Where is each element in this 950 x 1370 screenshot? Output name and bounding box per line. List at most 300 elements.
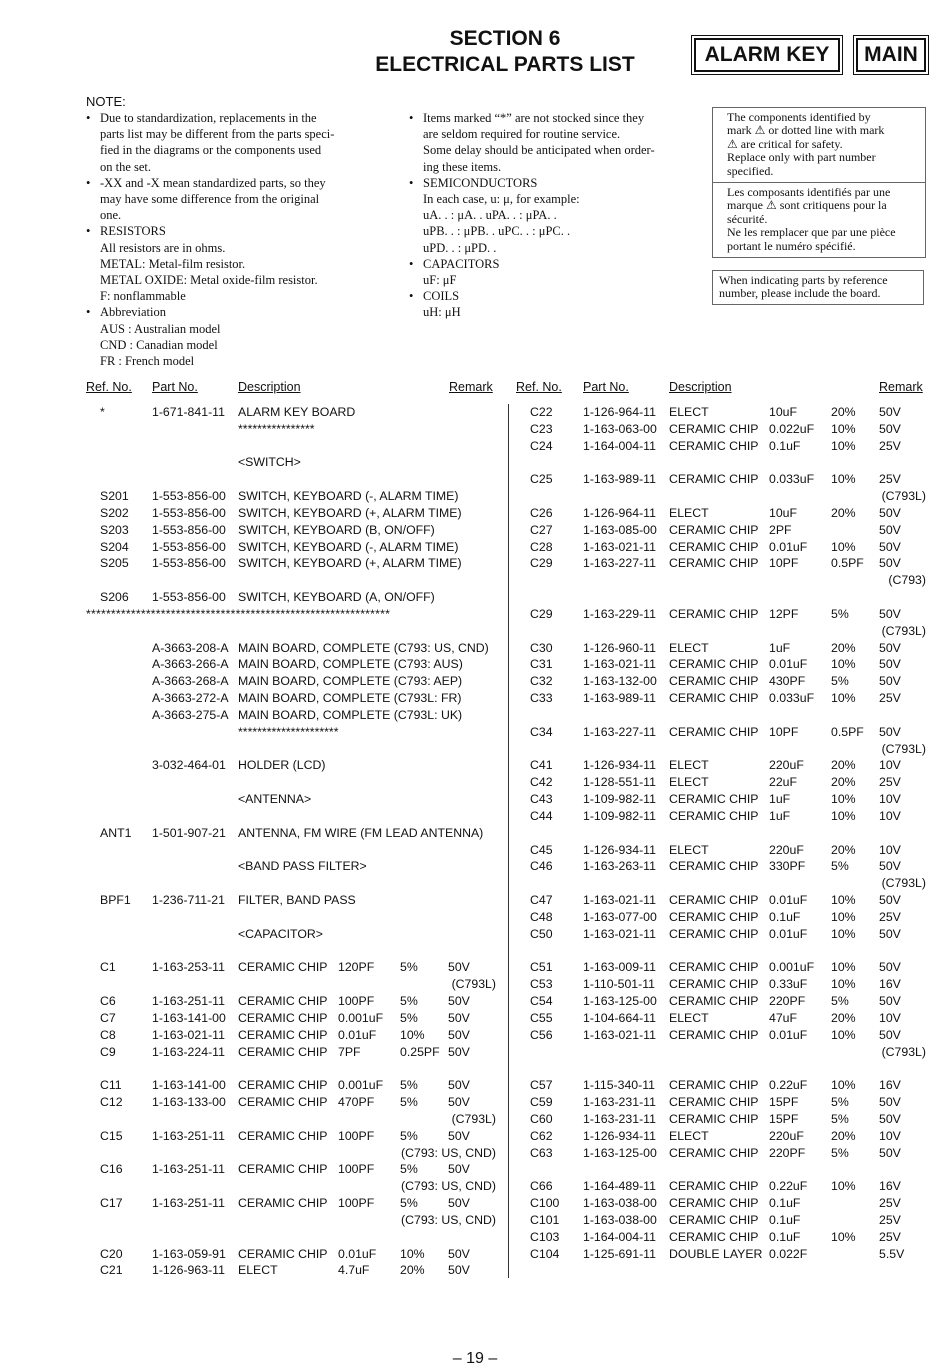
description: CERAMIC CHIP <box>669 724 759 739</box>
description: ANTENNA, FM WIRE (FM LEAD ANTENNA) <box>238 825 484 840</box>
voltage: 50V <box>448 1128 470 1143</box>
voltage: 50V <box>448 994 470 1009</box>
tolerance: 10% <box>831 1027 856 1042</box>
description: CERAMIC CHIP <box>669 606 759 621</box>
description: SWITCH, KEYBOARD (-, ALARM TIME) <box>238 489 459 504</box>
safety-line: marque ⚠ sont critiquens pour la <box>727 198 887 213</box>
description: CERAMIC CHIP <box>238 1196 328 1210</box>
value: 100PF <box>338 1162 375 1177</box>
value: 10uF <box>769 505 798 520</box>
tolerance: 10% <box>831 438 856 453</box>
ref-no: C12 <box>100 1095 123 1110</box>
part-no: 1-163-989-11 <box>583 472 656 487</box>
note-line: FR : French model <box>100 354 195 369</box>
safety-line: Replace only with part number <box>727 150 876 165</box>
value: 0.022uF <box>769 421 815 436</box>
description: CERAMIC CHIP <box>238 1044 328 1059</box>
tolerance: 5% <box>831 859 849 874</box>
part-no: 1-126-934-11 <box>583 758 656 773</box>
safety-notice-box <box>712 107 926 258</box>
part-no: 1-553-856-00 <box>152 556 226 571</box>
description: CERAMIC CHIP <box>669 994 759 1009</box>
value: 12PF <box>769 606 799 621</box>
part-no: A-3663-266-A <box>152 657 229 672</box>
description: <CAPACITOR> <box>238 926 323 941</box>
part-no: 1-163-125-00 <box>583 1145 657 1160</box>
value: 100PF <box>338 1128 375 1143</box>
value: 0.01uF <box>769 539 808 554</box>
tolerance: 5% <box>400 1095 418 1110</box>
description: CERAMIC CHIP <box>669 1212 759 1227</box>
part-no: 1-163-038-00 <box>583 1196 657 1210</box>
voltage: 10V <box>879 792 901 807</box>
description: CERAMIC CHIP <box>669 1179 759 1194</box>
voltage: 25V <box>879 909 901 924</box>
voltage: 50V <box>448 1162 470 1177</box>
ref-no: C1 <box>100 960 116 975</box>
part-no: A-3663-208-A <box>152 640 229 655</box>
value: 4.7uF <box>338 1263 370 1278</box>
tolerance: 10% <box>831 472 856 487</box>
part-no: 1-126-960-11 <box>583 640 656 655</box>
part-no: 1-163-251-11 <box>152 994 225 1009</box>
note-line: METAL OXIDE: Metal oxide-film resistor. <box>100 273 318 288</box>
note-bullet: • RESISTORS <box>86 223 386 239</box>
part-no: 1-163-021-11 <box>583 893 656 908</box>
note-line: uA. . : μA. . uPA. . : μPA. . <box>423 208 557 223</box>
voltage: 50V <box>879 960 901 975</box>
description: ELECT <box>669 1010 709 1025</box>
part-no: 3-032-464-01 <box>152 758 226 773</box>
voltage: 50V <box>448 1246 470 1261</box>
value: 0.1uF <box>769 909 801 924</box>
description: HOLDER (LCD) <box>238 758 326 773</box>
value: 120PF <box>338 960 375 975</box>
parts-row <box>0 1212 950 1229</box>
part-no: 1-163-077-00 <box>583 909 657 924</box>
value: 470PF <box>338 1095 375 1110</box>
ref-no: C22 <box>530 405 553 419</box>
part-no: 1-164-004-11 <box>583 1229 656 1244</box>
part-no: 1-163-989-11 <box>583 691 656 706</box>
description: MAIN BOARD, COMPLETE (C793: AEP) <box>238 674 463 689</box>
description: CERAMIC CHIP <box>238 1162 328 1177</box>
value: 220PF <box>769 1145 806 1160</box>
ref-no: C25 <box>530 472 553 487</box>
voltage: 16V <box>879 1179 901 1194</box>
value: 0.22uF <box>769 1179 808 1194</box>
header-part-right: Part No. <box>583 380 629 394</box>
value: 15PF <box>769 1095 799 1110</box>
description: CERAMIC CHIP <box>669 960 759 975</box>
ref-no: C15 <box>100 1128 123 1143</box>
tolerance: 10% <box>831 657 856 672</box>
tolerance: 20% <box>831 1128 856 1143</box>
description: CERAMIC CHIP <box>669 1196 759 1210</box>
description: CERAMIC CHIP <box>238 960 328 975</box>
description: <BAND PASS FILTER> <box>238 859 367 874</box>
voltage: 25V <box>879 775 901 790</box>
ref-no: C7 <box>100 1010 116 1025</box>
part-no: 1-163-251-11 <box>152 1128 225 1143</box>
note-line: METAL: Metal-film resistor. <box>100 256 246 271</box>
voltage: 16V <box>879 977 901 992</box>
tolerance: 10% <box>831 539 856 554</box>
part-no: 1-110-501-11 <box>583 977 656 992</box>
value: 22uF <box>769 775 798 790</box>
tolerance: 10% <box>831 909 856 924</box>
parts-row <box>0 623 950 640</box>
value: 100PF <box>338 1196 375 1210</box>
description: CERAMIC CHIP <box>669 1095 759 1110</box>
part-no: 1-553-856-00 <box>152 505 226 520</box>
parts-row <box>0 1111 950 1128</box>
tolerance: 5% <box>400 1196 418 1210</box>
ref-no: C62 <box>530 1128 553 1143</box>
part-no: 1-163-063-00 <box>583 421 657 436</box>
tolerance: 5% <box>400 994 418 1009</box>
part-no: 1-163-141-00 <box>152 1078 226 1093</box>
description: DOUBLE LAYER <box>669 1246 763 1261</box>
header-remark-right: Remark <box>879 380 923 394</box>
part-no: 1-163-133-00 <box>152 1095 226 1110</box>
part-no: 1-163-231-11 <box>583 1111 656 1126</box>
voltage: 50V <box>448 1010 470 1025</box>
note-line: uF: μF <box>423 273 457 288</box>
voltage: 50V <box>879 859 901 874</box>
voltage: 10V <box>879 758 901 773</box>
description: CERAMIC CHIP <box>669 1229 759 1244</box>
part-no: 1-553-856-00 <box>152 539 226 554</box>
description: ELECT <box>669 640 709 655</box>
tolerance: 10% <box>831 893 856 908</box>
description: CERAMIC CHIP <box>669 1145 759 1160</box>
tolerance: 5% <box>831 1145 849 1160</box>
ref-no: C29 <box>530 606 553 621</box>
voltage: 50V <box>879 893 901 908</box>
voltage: 10V <box>879 1128 901 1143</box>
value: 330PF <box>769 859 806 874</box>
description: CERAMIC CHIP <box>669 674 759 689</box>
note-line: are seldom required for routine service. <box>423 127 621 142</box>
description: <ANTENNA> <box>238 792 312 807</box>
part-no: 1-553-856-00 <box>152 522 226 537</box>
header-remark-left: Remark <box>449 380 493 394</box>
remark: (C793L) <box>451 1111 496 1126</box>
ref-no: C34 <box>530 724 553 739</box>
note-line: uH: μH <box>423 305 461 320</box>
part-no: 1-115-340-11 <box>583 1078 656 1093</box>
parts-row <box>0 488 950 505</box>
part-no: A-3663-275-A <box>152 707 229 722</box>
tolerance: 5% <box>400 1162 418 1177</box>
voltage: 25V <box>879 472 901 487</box>
part-no: 1-164-489-11 <box>583 1179 656 1194</box>
ref-no: C6 <box>100 994 116 1009</box>
description: CERAMIC CHIP <box>669 657 759 672</box>
value: 220uF <box>769 1128 804 1143</box>
part-no: 1-236-711-21 <box>152 893 225 908</box>
note-line: Some delay should be anticipated when order- <box>423 143 655 158</box>
part-no: A-3663-272-A <box>152 691 229 706</box>
note-line: uPB. . : μPB. . uPC. . : μPC. . <box>423 224 571 239</box>
voltage: 25V <box>879 1196 901 1210</box>
ref-no: C33 <box>530 691 553 706</box>
note-column-1 <box>86 110 386 369</box>
part-no: 1-125-691-11 <box>583 1246 656 1261</box>
description: SWITCH, KEYBOARD (A, ON/OFF) <box>238 590 435 605</box>
value: 0.01uF <box>338 1027 377 1042</box>
safety-line: specified. <box>727 163 774 178</box>
part-no: 1-671-841-11 <box>152 405 225 419</box>
description: CERAMIC CHIP <box>669 539 759 554</box>
voltage: 50V <box>879 405 901 419</box>
part-no: 1-109-982-11 <box>583 808 656 823</box>
note-line: one. <box>100 208 122 223</box>
tolerance: 5% <box>400 1010 418 1025</box>
ref-no: C46 <box>530 859 553 874</box>
page-title: ELECTRICAL PARTS LIST <box>375 53 635 76</box>
note-line: fied in the diagrams or the components used <box>100 143 322 158</box>
part-no: 1-163-227-11 <box>583 724 656 739</box>
part-no: 1-163-141-00 <box>152 1010 226 1025</box>
section-number: SECTION 6 <box>449 27 561 50</box>
separator-line: ************************************************************* <box>86 606 391 621</box>
description: MAIN BOARD, COMPLETE (C793L: FR) <box>238 691 462 706</box>
value: 0.1uF <box>769 1196 801 1210</box>
part-no: 1-163-224-11 <box>152 1044 225 1059</box>
description: MAIN BOARD, COMPLETE (C793L: UK) <box>238 707 463 722</box>
remark: (C793: US, CND) <box>401 1179 496 1194</box>
part-no: 1-163-021-11 <box>152 1027 225 1042</box>
description: CERAMIC CHIP <box>238 1095 328 1110</box>
safety-line: sécurité. <box>727 211 768 226</box>
description: **************** <box>238 421 315 436</box>
note-line: ing these items. <box>423 159 502 174</box>
part-no: 1-126-964-11 <box>583 405 656 419</box>
note-bullet: • SEMICONDUCTORS <box>409 175 699 191</box>
note-line: F: nonflammable <box>100 289 186 304</box>
remark: (C793L) <box>881 1044 926 1059</box>
value: 7PF <box>338 1044 361 1059</box>
parts-row <box>0 741 950 758</box>
column-divider <box>508 404 509 1278</box>
tolerance: 20% <box>831 842 856 857</box>
ref-no: C59 <box>530 1095 553 1110</box>
remark: (C793L) <box>881 489 926 504</box>
ref-no: C43 <box>530 792 553 807</box>
description: CERAMIC CHIP <box>669 472 759 487</box>
value: 0.022F <box>769 1246 808 1261</box>
voltage: 10V <box>879 808 901 823</box>
note-line: CND : Canadian model <box>100 337 218 352</box>
part-no: 1-163-009-11 <box>583 960 656 975</box>
description: ELECT <box>669 1128 709 1143</box>
voltage: 50V <box>448 1027 470 1042</box>
description: MAIN BOARD, COMPLETE (C793: AUS) <box>238 657 463 672</box>
tolerance: 20% <box>831 640 856 655</box>
tolerance: 5% <box>831 1111 849 1126</box>
part-no: 1-553-856-00 <box>152 489 226 504</box>
part-no: 1-126-934-11 <box>583 842 656 857</box>
tolerance: 5% <box>831 606 849 621</box>
parts-row <box>0 1178 950 1195</box>
voltage: 50V <box>879 539 901 554</box>
voltage: 50V <box>448 1044 470 1059</box>
ref-no: C44 <box>530 808 553 823</box>
note-line: may have some difference from the original <box>100 192 320 207</box>
value: 0.001uF <box>338 1078 384 1093</box>
part-no: 1-163-038-00 <box>583 1212 657 1227</box>
ref-no: C28 <box>530 539 553 554</box>
ref-no: C26 <box>530 505 553 520</box>
description: CERAMIC CHIP <box>669 977 759 992</box>
parts-row <box>0 875 950 892</box>
value: 0.001uF <box>338 1010 384 1025</box>
note-heading: NOTE: <box>86 94 126 109</box>
description: SWITCH, KEYBOARD (+, ALARM TIME) <box>238 505 462 520</box>
tolerance: 10% <box>831 926 856 941</box>
note-bullet: • -XX and -X mean standardized parts, so they <box>86 175 386 191</box>
ref-no: C21 <box>100 1263 123 1278</box>
safety-line: Les composants identifiés par une <box>727 185 891 200</box>
description: <SWITCH> <box>238 455 301 470</box>
ref-no: C50 <box>530 926 553 941</box>
tolerance: 5% <box>831 1095 849 1110</box>
ref-no: C20 <box>100 1246 123 1261</box>
ref-no: C8 <box>100 1027 116 1042</box>
note-line: In each case, u: μ, for example: <box>423 192 580 207</box>
tolerance: 10% <box>831 1229 856 1244</box>
ref-no: C9 <box>100 1044 116 1059</box>
voltage: 50V <box>879 674 901 689</box>
value: 0.033uF <box>769 691 815 706</box>
part-no: 1-163-059-91 <box>152 1246 226 1261</box>
safety-line: Ne les remplacer que par une pièce <box>727 225 896 240</box>
tolerance: 0.5PF <box>831 556 864 571</box>
remark: (C793L) <box>881 876 926 891</box>
ref-no: C27 <box>530 522 553 537</box>
tolerance: 0.5PF <box>831 724 864 739</box>
description: ELECT <box>669 758 709 773</box>
part-no: 1-163-021-11 <box>583 926 656 941</box>
tolerance: 20% <box>831 405 856 419</box>
part-no: 1-163-251-11 <box>152 1162 225 1177</box>
ref-no: C31 <box>530 657 553 672</box>
description: ELECT <box>669 842 709 857</box>
ref-no: C100 <box>530 1196 560 1210</box>
note-line: AUS : Australian model <box>100 321 221 336</box>
part-no: 1-163-251-11 <box>152 1196 225 1210</box>
description: CERAMIC CHIP <box>669 1078 759 1093</box>
part-no: 1-163-021-11 <box>583 657 656 672</box>
description: CERAMIC CHIP <box>238 1010 328 1025</box>
voltage: 10V <box>879 842 901 857</box>
tolerance: 0.25PF <box>400 1044 440 1059</box>
tolerance: 10% <box>400 1027 425 1042</box>
part-no: 1-163-021-11 <box>583 1027 656 1042</box>
note-line: All resistors are in ohms. <box>100 240 226 255</box>
tolerance: 20% <box>400 1263 425 1278</box>
ref-no: ANT1 <box>100 825 132 840</box>
ref-no: C63 <box>530 1145 553 1160</box>
tolerance: 10% <box>400 1246 425 1261</box>
parts-row <box>0 1044 950 1061</box>
ref-no: C29 <box>530 556 553 571</box>
voltage: 50V <box>448 1263 470 1278</box>
description: CERAMIC CHIP <box>669 522 759 537</box>
ref-no: C54 <box>530 994 553 1009</box>
voltage: 50V <box>879 606 901 621</box>
tolerance: 5% <box>400 1128 418 1143</box>
header-desc-right: Description <box>669 380 732 394</box>
value: 0.01uF <box>769 893 808 908</box>
voltage: 25V <box>879 691 901 706</box>
description: SWITCH, KEYBOARD (-, ALARM TIME) <box>238 539 459 554</box>
ref-no: S204 <box>100 539 129 554</box>
value: 15PF <box>769 1111 799 1126</box>
voltage: 10V <box>879 1010 901 1025</box>
board-reference-note <box>712 270 924 305</box>
note-line: uPD. . : μPD. . <box>423 240 497 255</box>
description: SWITCH, KEYBOARD (+, ALARM TIME) <box>238 556 462 571</box>
ref-no: BPF1 <box>100 893 131 908</box>
value: 0.033uF <box>769 472 815 487</box>
header-part-left: Part No. <box>152 380 198 394</box>
part-no: 1-128-551-11 <box>583 775 656 790</box>
ref-no: C11 <box>100 1078 122 1093</box>
board-tag-main: MAIN <box>856 38 926 72</box>
part-no: 1-163-231-11 <box>583 1095 656 1110</box>
value: 10PF <box>769 724 799 739</box>
part-no: 1-126-963-11 <box>152 1263 225 1278</box>
voltage: 50V <box>448 960 470 975</box>
ref-no: C101 <box>530 1212 560 1227</box>
remark: (C793: US, CND) <box>401 1145 496 1160</box>
value: 1uF <box>769 808 791 823</box>
voltage: 25V <box>879 1229 901 1244</box>
description: ELECT <box>669 505 709 520</box>
tolerance: 20% <box>831 505 856 520</box>
note-column-2 <box>409 110 699 321</box>
value: 0.1uF <box>769 1212 801 1227</box>
value: 2PF <box>769 522 792 537</box>
voltage: 50V <box>448 1095 470 1110</box>
voltage: 50V <box>879 994 901 1009</box>
description: CERAMIC CHIP <box>669 438 759 453</box>
page-number: – 19 – <box>452 1350 498 1367</box>
voltage: 50V <box>879 640 901 655</box>
value: 0.1uF <box>769 438 801 453</box>
description: ELECT <box>669 775 709 790</box>
ref-no: C60 <box>530 1111 553 1126</box>
ref-no: C42 <box>530 775 553 790</box>
ref-no: C103 <box>530 1229 560 1244</box>
voltage: 50V <box>879 657 901 672</box>
value: 220uF <box>769 758 804 773</box>
note-line: on the set. <box>100 159 152 174</box>
tolerance: 10% <box>831 1179 856 1194</box>
value: 0.33uF <box>769 977 808 992</box>
tolerance: 10% <box>831 1078 856 1093</box>
part-no: 1-163-263-11 <box>583 859 656 874</box>
ref-no: C57 <box>530 1078 553 1093</box>
ref-no: C55 <box>530 1010 553 1025</box>
part-no: 1-163-253-11 <box>152 960 225 975</box>
part-no: 1-126-964-11 <box>583 505 656 520</box>
description: FILTER, BAND PASS <box>238 893 356 908</box>
part-no: 1-163-229-11 <box>583 606 656 621</box>
